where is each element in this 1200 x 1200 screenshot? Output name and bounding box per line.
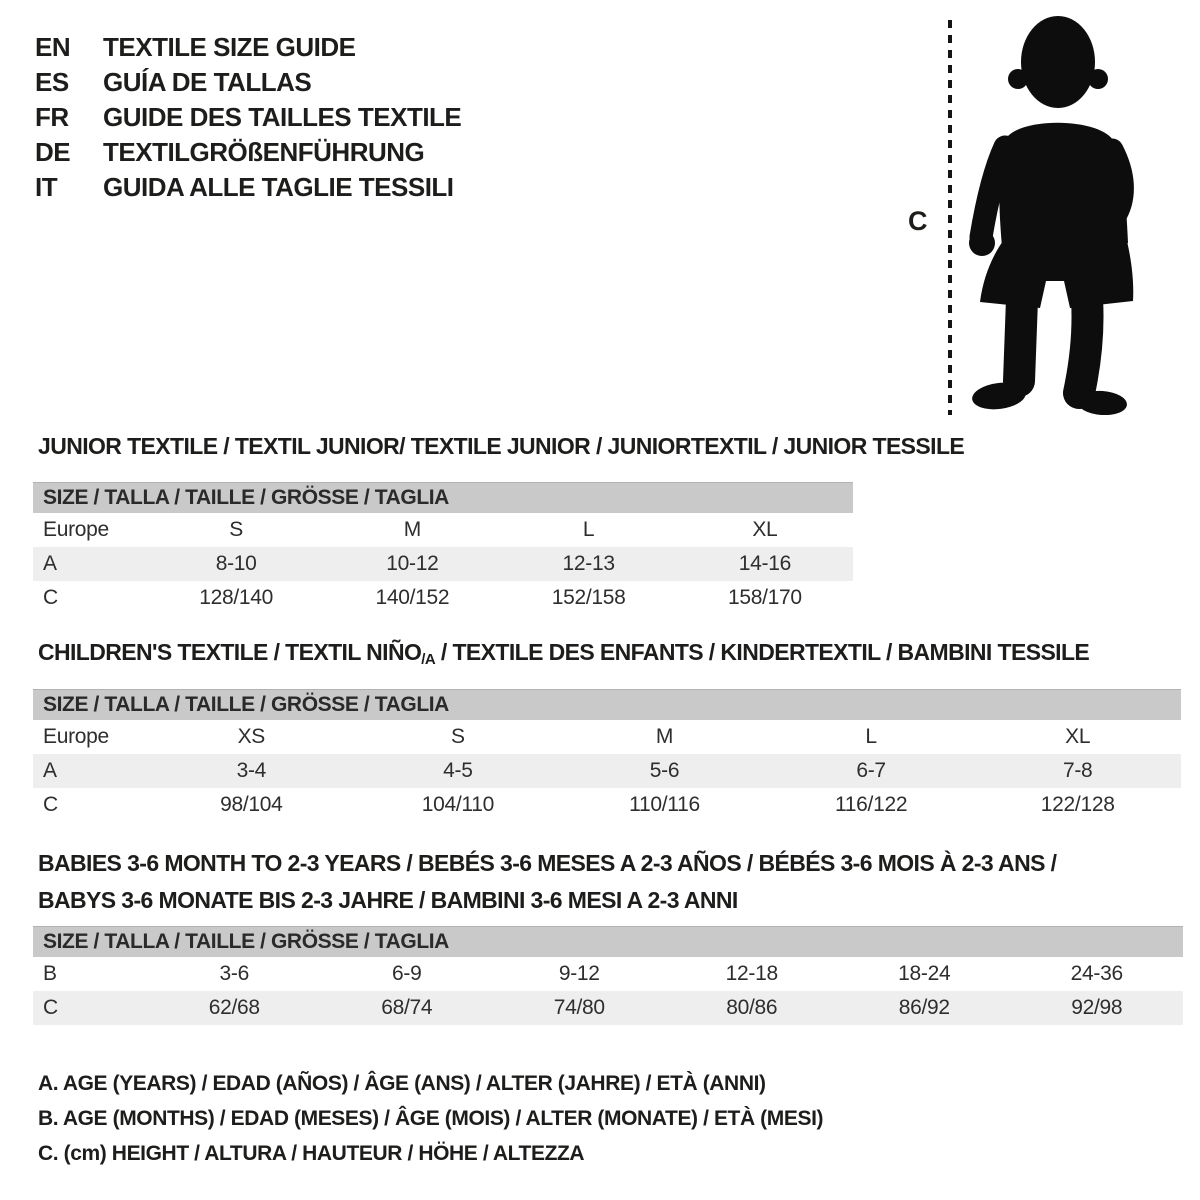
table-row-height-cm	[33, 991, 1183, 1025]
height-measure-label: C	[908, 206, 927, 236]
row-label: A	[43, 552, 57, 575]
table-row-europe	[33, 720, 1181, 754]
measure-legend	[38, 1066, 823, 1171]
table-cell: 98/104	[220, 793, 283, 816]
lang-row-es	[35, 65, 461, 100]
table-cell: 122/128	[1040, 793, 1115, 816]
junior-section-title: JUNIOR TEXTILE / TEXTIL JUNIOR/ TEXTILE JUNIOR / JUNIORTEXTIL / JUNIOR TESSILE	[38, 433, 965, 459]
babies-title-line1: BABIES 3-6 MONTH TO 2-3 YEARS / BEBÉS 3-6 MESES A 2-3 AÑOS / BÉBÉS 3-6 MOIS À 2-3 ANS /	[38, 850, 1057, 876]
table-row-age-years	[33, 754, 1181, 788]
table-cell: S	[229, 518, 243, 541]
table-cell: 104/110	[421, 793, 495, 816]
table-cell: L	[582, 518, 595, 541]
table-cell: 128/140	[199, 586, 274, 609]
table-cell: L	[865, 725, 877, 748]
lang-code: ES	[35, 67, 69, 97]
children-title-sub: /A	[421, 651, 436, 668]
table-cell: 5-6	[649, 759, 680, 782]
lang-row-de	[35, 135, 461, 170]
children-title-main: CHILDREN'S TEXTILE / TEXTIL NIÑO	[38, 639, 422, 665]
table-cell: M	[403, 518, 421, 541]
row-label: Europe	[43, 725, 109, 748]
row-label: C	[43, 996, 58, 1019]
lang-row-fr	[35, 100, 461, 135]
size-header-bar: SIZE / TALLA / TAILLE / GRÖSSE / TAGLIA	[33, 926, 1183, 957]
table-cell: 10-12	[386, 552, 439, 575]
table-cell: XL	[752, 518, 778, 541]
row-label: C	[43, 586, 58, 609]
lang-code: IT	[35, 172, 58, 202]
height-measure-dashed-line	[948, 20, 952, 415]
language-title-list	[35, 30, 461, 205]
table-cell: 6-7	[856, 759, 886, 782]
legend-line-a: A. AGE (YEARS) / EDAD (AÑOS) / ÂGE (ANS) / ALTER (JAHRE) / ETÀ (ANNI)	[38, 1072, 766, 1095]
toddler-silhouette	[965, 15, 1140, 415]
table-cell: S	[451, 725, 465, 748]
babies-section-title	[38, 845, 1056, 919]
lang-row-it	[35, 170, 461, 205]
lang-label: TEXTILGRÖßENFÜHRUNG	[103, 137, 425, 167]
legend-line-b: B. AGE (MONTHS) / EDAD (MESES) / ÂGE (MOIS) / ALTER (MONATE) / ETÀ (MESI)	[38, 1107, 824, 1130]
table-cell: 86/92	[898, 996, 950, 1019]
table-cell: 8-10	[215, 552, 257, 575]
lang-code: EN	[35, 32, 71, 62]
row-label: Europe	[43, 518, 109, 541]
table-cell: 3-6	[219, 962, 249, 985]
table-cell: 24-36	[1070, 962, 1123, 985]
size-header-bar: SIZE / TALLA / TAILLE / GRÖSSE / TAGLIA	[33, 482, 853, 513]
lang-label: GUIDE DES TAILLES TEXTILE	[103, 102, 462, 132]
lang-row-en	[35, 30, 461, 65]
table-cell: 6-9	[392, 962, 422, 985]
table-cell: 68/74	[381, 996, 433, 1019]
babies-size-table	[33, 926, 1183, 1025]
table-row-height-cm	[33, 581, 853, 615]
row-label: A	[43, 759, 57, 782]
table-row-europe	[33, 513, 853, 547]
table-cell: 92/98	[1071, 996, 1123, 1019]
table-row-age-months	[33, 957, 1183, 991]
table-cell: 158/170	[727, 586, 802, 609]
table-cell: XS	[237, 725, 265, 748]
junior-size-table	[33, 482, 853, 615]
lang-label: GUÍA DE TALLAS	[103, 67, 312, 97]
table-cell: M	[655, 725, 674, 748]
lang-label: TEXTILE SIZE GUIDE	[103, 32, 356, 62]
row-label: B	[43, 962, 57, 985]
table-cell: 18-24	[898, 962, 951, 985]
table-cell: 74/80	[553, 996, 605, 1019]
table-cell: 4-5	[443, 759, 473, 782]
size-header-bar: SIZE / TALLA / TAILLE / GRÖSSE / TAGLIA	[33, 689, 1181, 720]
table-cell: 14-16	[738, 552, 791, 575]
table-row-age-years	[33, 547, 853, 581]
table-cell: XL	[1065, 725, 1091, 748]
table-cell: 9-12	[558, 962, 600, 985]
lang-code: FR	[35, 102, 69, 132]
table-cell: 7-8	[1062, 759, 1093, 782]
table-cell: 80/86	[726, 996, 778, 1019]
table-row-height-cm	[33, 788, 1181, 822]
height-measure-figure	[880, 0, 1200, 440]
row-label: C	[43, 793, 58, 816]
table-cell: 110/116	[629, 793, 700, 816]
lang-label: GUIDA ALLE TAGLIE TESSILI	[103, 172, 454, 202]
table-cell: 3-4	[236, 759, 267, 782]
children-title-rest: / TEXTILE DES ENFANTS / KINDERTEXTIL / BAMBINI TESSILE	[435, 639, 1090, 665]
legend-line-c: C. (cm) HEIGHT / ALTURA / HAUTEUR / HÖHE / ALTEZZA	[38, 1142, 585, 1165]
children-section-title	[38, 639, 1089, 666]
table-cell: 152/158	[551, 586, 626, 609]
children-size-table	[33, 689, 1181, 822]
table-cell: 12-18	[725, 962, 778, 985]
table-cell: 62/68	[208, 996, 260, 1019]
table-cell: 12-13	[562, 552, 615, 575]
table-cell: 116/122	[834, 793, 908, 816]
lang-code: DE	[35, 137, 71, 167]
table-cell: 140/152	[375, 586, 450, 609]
babies-title-line2: BABYS 3-6 MONATE BIS 2-3 JAHRE / BAMBINI 3-6 MESI A 2-3 ANNI	[38, 887, 738, 913]
